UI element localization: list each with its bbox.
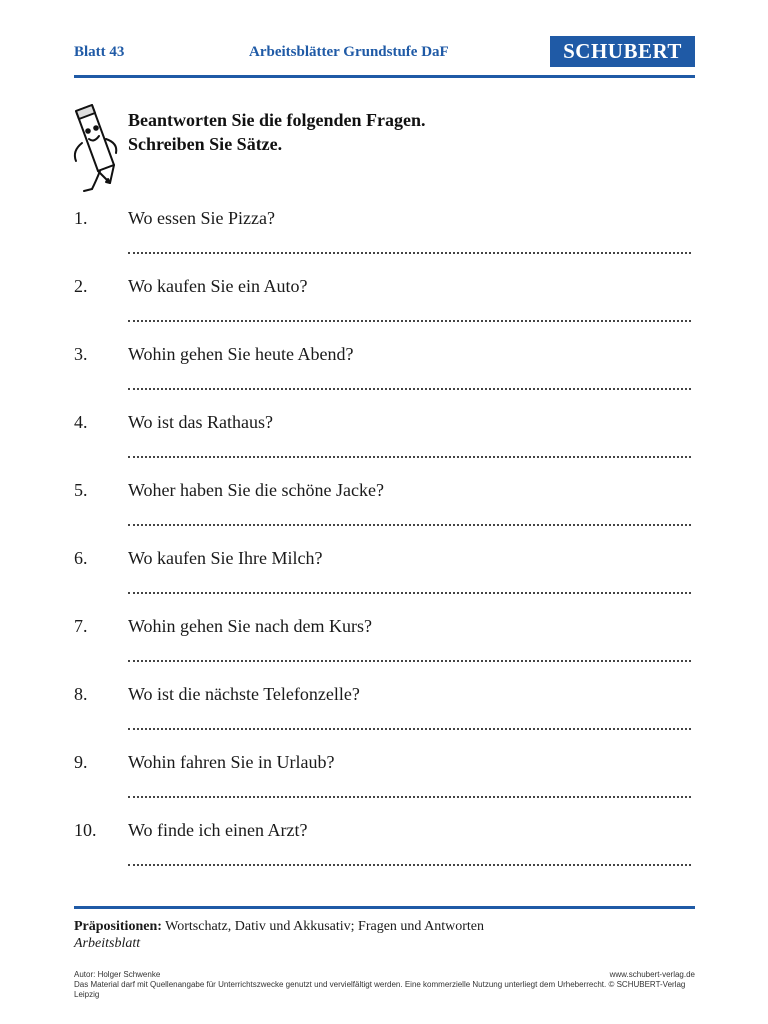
question-text: Wo ist die nächste Telefonzelle? — [128, 684, 360, 704]
question-number: 5. — [74, 480, 88, 500]
answer-line[interactable] — [128, 524, 691, 526]
answer-line[interactable] — [128, 592, 691, 594]
answer-line[interactable] — [128, 864, 691, 866]
question-item — [74, 616, 695, 684]
question-number: 2. — [74, 276, 88, 296]
answer-line[interactable] — [128, 660, 691, 662]
question-text: Wohin gehen Sie heute Abend? — [128, 344, 354, 364]
question-number: 7. — [74, 616, 88, 636]
question-item — [74, 684, 695, 752]
question-item — [74, 276, 695, 344]
answer-line[interactable] — [128, 388, 691, 390]
question-number: 9. — [74, 752, 88, 772]
question-text: Wo kaufen Sie Ihre Milch? — [128, 548, 323, 568]
footer-topic — [74, 919, 484, 935]
answer-line[interactable] — [128, 728, 691, 730]
pencil-icon — [62, 103, 124, 193]
answer-line[interactable] — [128, 456, 691, 458]
question-item — [74, 208, 695, 276]
question-number: 4. — [74, 412, 88, 432]
question-text: Wo ist das Rathaus? — [128, 412, 274, 432]
publisher-logo: SCHUBERT — [550, 36, 695, 67]
sheet-number: Blatt 43 — [74, 44, 125, 60]
question-text: Wohin gehen Sie nach dem Kurs? — [128, 616, 372, 636]
question-item — [74, 412, 695, 480]
license-text: Das Material darf mit Quellenangabe für Unterrichtszwecke genutzt und vervielfältigt werden. Eine kommerzielle Nutzung unterliegt dem Urheberrecht. © SCHUBERT-Verlag Leipzig — [74, 980, 686, 999]
question-number: 1. — [74, 208, 88, 228]
author: Autor: Holger Schwenke — [74, 970, 161, 979]
footer-divider — [74, 906, 695, 909]
question-number: 8. — [74, 684, 88, 704]
topic-text: Wortschatz, Dativ und Akkusativ; Fragen und Antworten — [165, 919, 485, 934]
answer-line[interactable] — [128, 252, 691, 254]
question-item — [74, 344, 695, 412]
question-list — [74, 208, 695, 888]
credits — [74, 970, 695, 1000]
document-type: Arbeitsblatt — [74, 936, 141, 951]
header-divider — [74, 75, 695, 78]
question-number: 3. — [74, 344, 88, 364]
website-link[interactable]: www.schubert-verlag.de — [609, 970, 695, 979]
instructions — [128, 108, 425, 156]
question-text: Wohin fahren Sie in Urlaub? — [128, 752, 335, 772]
answer-line[interactable] — [128, 796, 691, 798]
answer-line[interactable] — [128, 320, 691, 322]
question-item — [74, 480, 695, 548]
series-title: Arbeitsblätter Grundstufe DaF — [249, 44, 449, 60]
question-number: 6. — [74, 548, 88, 568]
instruction-line-2: Schreiben Sie Sätze. — [128, 134, 283, 154]
question-text: Woher haben Sie die schöne Jacke? — [128, 480, 384, 500]
question-item — [74, 820, 695, 888]
topic-label: Präpositionen: — [74, 919, 162, 934]
question-item — [74, 752, 695, 820]
page-header — [74, 36, 695, 78]
question-text: Wo kaufen Sie ein Auto? — [128, 276, 308, 296]
question-text: Wo finde ich einen Arzt? — [128, 820, 308, 840]
instruction-line-1: Beantworten Sie die folgenden Fragen. — [128, 110, 426, 130]
question-number: 10. — [74, 820, 97, 840]
question-text: Wo essen Sie Pizza? — [128, 208, 276, 228]
question-item — [74, 548, 695, 616]
